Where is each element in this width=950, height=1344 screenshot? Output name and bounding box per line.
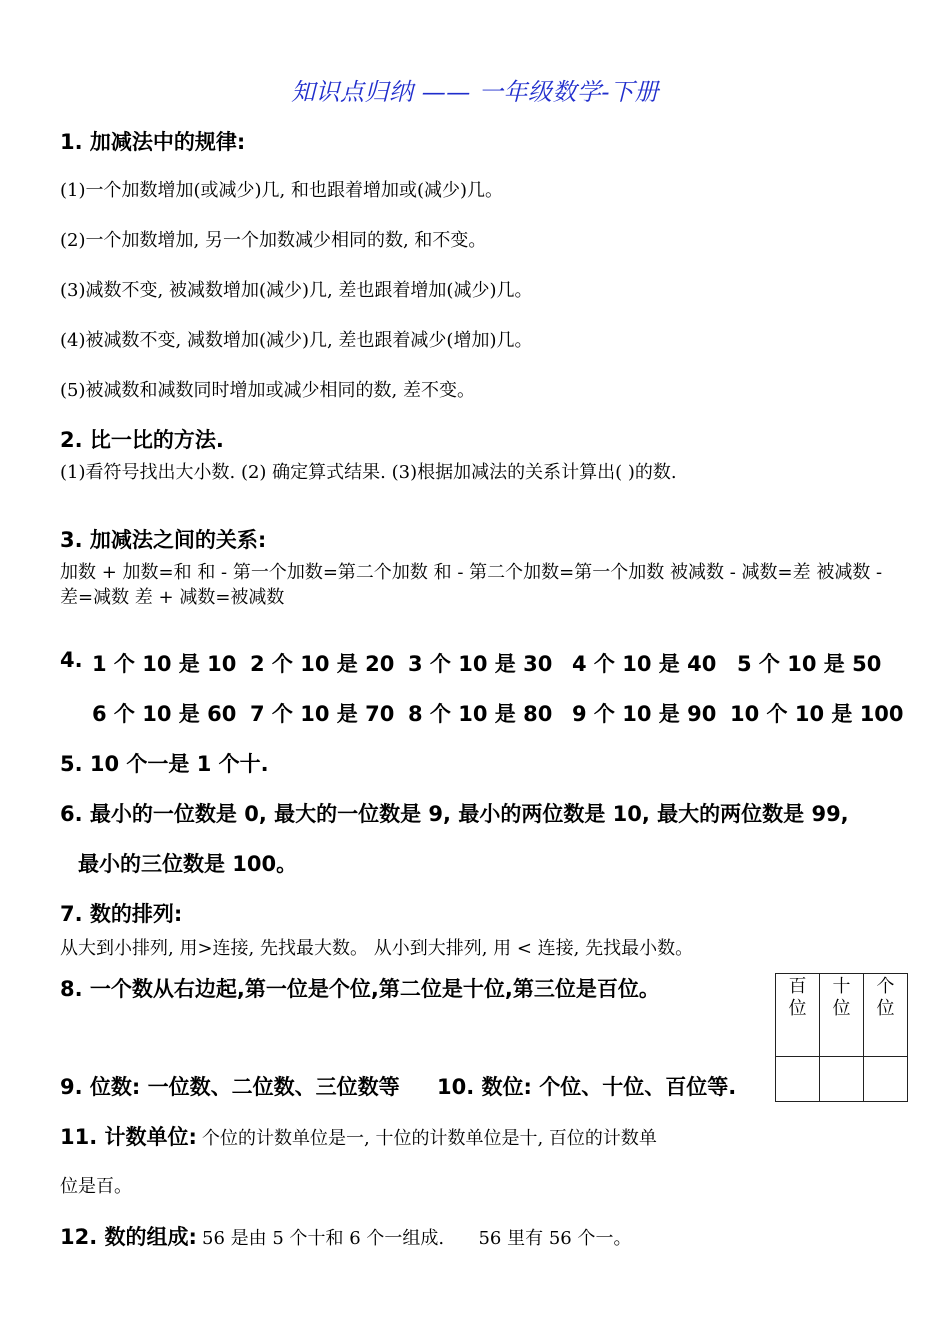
section-11-label: 11. 计数单位: [60, 1125, 197, 1149]
tens-fact: 4 个 10 是 40 [572, 652, 717, 676]
tens-fact: 3 个 10 是 30 [408, 652, 553, 676]
section-1-heading: 1. 加减法中的规律: [60, 130, 246, 154]
place-header-tens: 十位 [820, 974, 864, 1057]
tens-fact: 8 个 10 是 80 [408, 702, 553, 726]
page-title: 知识点归纳 —— 一年级数学-下册 [291, 78, 659, 106]
section-7-heading: 7. 数的排列: [60, 902, 183, 926]
tens-fact: 10 个 10 是 100 [730, 702, 904, 726]
section-5-text: 5. 10 个一是 1 个十. [60, 752, 269, 776]
section-11-line-1 [60, 1121, 657, 1151]
section-8-text: 8. 一个数从右边起,第一位是个位,第二位是十位,第三位是百位。 [60, 977, 660, 1001]
section-1-item: (4)被减数不变, 减数增加(减少)几, 差也跟着减少(增加)几。 [60, 330, 533, 351]
section-12-label: 12. 数的组成: [60, 1225, 197, 1249]
section-3-text: 加数 + 加数=和 和 - 第一个加数=第二个加数 和 - 第二个加数=第一个加数 被减数 - 减数=差 被减数 - 差=减数 差 + 减数=被减数 [60, 562, 883, 608]
section-2-heading: 2. 比一比的方法. [60, 428, 224, 452]
place-cell-hundreds [776, 1057, 820, 1102]
section-1-item: (2)一个加数增加, 另一个加数减少相同的数, 和不变。 [60, 230, 487, 251]
section-1-item: (1)一个加数增加(或减少)几, 和也跟着增加或(减少)几。 [60, 180, 504, 201]
place-value-table [775, 973, 908, 1102]
tens-fact: 1 个 10 是 10 [92, 652, 237, 676]
section-1-item: (3)减数不变, 被减数增加(减少)几, 差也跟着增加(减少)几。 [60, 280, 533, 301]
section-9-text: 9. 位数: 一位数、二位数、三位数等 [60, 1075, 400, 1099]
place-header-hundreds: 百位 [776, 974, 820, 1057]
section-3-heading: 3. 加减法之间的关系: [60, 528, 267, 552]
section-12-line [60, 1221, 631, 1251]
place-cell-ones [864, 1057, 908, 1102]
section-1-item: (5)被减数和减数同时增加或减少相同的数, 差不变。 [60, 380, 475, 401]
place-header-ones: 个位 [864, 974, 908, 1057]
tens-fact: 2 个 10 是 20 [250, 652, 395, 676]
section-10-text: 10. 数位: 个位、十位、百位等. [437, 1075, 737, 1099]
section-7-text: 从大到小排列, 用>连接, 先找最大数。 从小到大排列, 用 < 连接, 先找最小数。 [60, 938, 694, 959]
section-11-line-2: 位是百。 [60, 1176, 132, 1197]
section-12-text: 56 是由 5 个十和 6 个一组成. 56 里有 56 个一。 [202, 1228, 632, 1249]
section-11-text: 个位的计数单位是一, 十位的计数单位是十, 百位的计数单 [202, 1128, 657, 1149]
section-6-line-2: 最小的三位数是 100。 [78, 852, 298, 876]
place-cell-tens [820, 1057, 864, 1102]
tens-fact: 5 个 10 是 50 [737, 652, 882, 676]
tens-fact: 6 个 10 是 60 [92, 702, 237, 726]
tens-fact: 7 个 10 是 70 [250, 702, 395, 726]
section-4-label: 4. [60, 648, 83, 672]
tens-fact: 9 个 10 是 90 [572, 702, 717, 726]
section-6-line-1: 6. 最小的一位数是 0, 最大的一位数是 9, 最小的两位数是 10, 最大的两位数是 99, [60, 802, 849, 826]
section-2-text: (1)看符号找出大小数. (2) 确定算式结果. (3)根据加减法的关系计算出( )的数. [60, 462, 677, 483]
